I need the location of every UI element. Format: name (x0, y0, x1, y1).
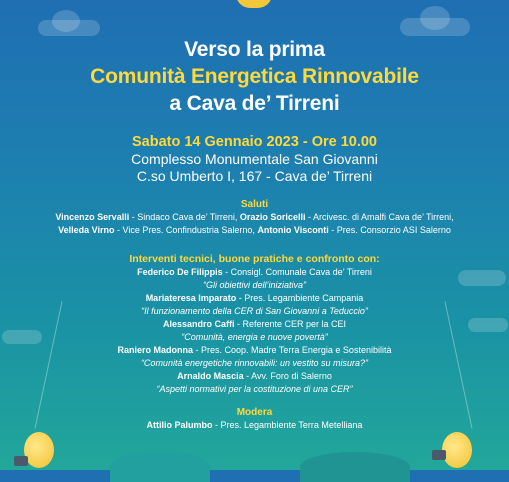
speaker-line (0, 292, 509, 305)
speaker-role: - Pres. Legambiente Campania (236, 293, 364, 303)
speaker-name: Alessandro Caffi (162, 319, 235, 329)
speaker-role: - Pres. Coop. Madre Terra Energia e Sostenibilità (193, 345, 392, 355)
title-line-1: Verso la prima (184, 38, 325, 61)
speaker-name: Raniero Madonna (117, 345, 194, 355)
talk-title: “Comunità, energia e nuove povertà” (181, 332, 328, 342)
talk-title: “Il funzionamento della CER di San Giovanni a Teduccio” (141, 306, 368, 316)
speaker-name: Vincenzo Servalli (55, 212, 130, 222)
speaker-line (0, 344, 509, 357)
cloud-decoration (38, 20, 100, 36)
title-line-2: Comunità Energetica Rinnovabile (90, 65, 419, 88)
speaker-role: - Consigl. Comunale Cava de’ Tirreni (222, 267, 372, 277)
speaker-name: Antonio Visconti (257, 225, 329, 235)
speaker-role: - Vice Pres. Confindustria Salerno, (114, 225, 258, 235)
moderator-role: - Pres. Legambiente Terra Metelliana (212, 420, 363, 430)
talk-title: “Comunità energetiche rinnovabili: un vestito su misura?” (140, 358, 369, 368)
talk-title: “Gli obiettivi dell’iniziativa” (202, 280, 307, 290)
speaker-line (0, 266, 509, 279)
speaker-name: Orazio Soricelli (239, 212, 306, 222)
talk-title: “Aspetti normativi per la costituzione di una CER” (156, 384, 353, 394)
lightbulb-icon (442, 432, 472, 468)
speaker-line (0, 370, 509, 383)
lightbulb-icon (24, 432, 54, 468)
hill-decoration (110, 452, 210, 482)
speaker-role: - Arcivesc. di Amalfi Cava de’ Tirreni, (305, 212, 454, 222)
event-venue: Complesso Monumentale San Giovanni (131, 151, 378, 167)
speaker-name: Federico De Filippis (137, 267, 223, 277)
top-bulb-decoration (236, 0, 272, 8)
saluti-heading: Saluti (240, 199, 269, 210)
bulb-base-icon (432, 450, 446, 460)
saluti-line-1 (0, 211, 509, 224)
event-address: C.so Umberto I, 167 - Cava de’ Tirreni (136, 168, 373, 184)
moderator-name: Attilio Palumbo (146, 420, 213, 430)
cloud-decoration (400, 18, 470, 36)
title-line-3: a Cava de’ Tirreni (169, 92, 340, 115)
speaker-role: - Avv. Foro di Salerno (243, 371, 332, 381)
poster-title (0, 36, 509, 117)
speaker-name: Arnaldo Mascia (177, 371, 244, 381)
event-info (0, 134, 509, 185)
modera-section (0, 406, 509, 432)
saluti-line-2 (0, 224, 509, 237)
speaker-role: - Referente CER per la CEI (234, 319, 347, 329)
speaker-name: Mariateresa Imparato (145, 293, 237, 303)
speaker-role: - Pres. Consorzio ASI Salerno (328, 225, 451, 235)
event-date: Sabato 14 Gennaio 2023 - Ore 10.00 (131, 134, 377, 150)
speaker-name: Velleda Virno (58, 225, 115, 235)
bulb-base-icon (14, 456, 28, 466)
interventi-section (0, 253, 509, 396)
speaker-line (0, 318, 509, 331)
interventi-heading: Interventi tecnici, buone pratiche e confronto con: (129, 253, 380, 265)
hill-decoration (300, 452, 410, 482)
saluti-section (0, 198, 509, 237)
moderator-line (0, 419, 509, 432)
modera-heading: Modera (236, 407, 273, 418)
speaker-role: - Sindaco Cava de’ Tirreni, (129, 212, 240, 222)
